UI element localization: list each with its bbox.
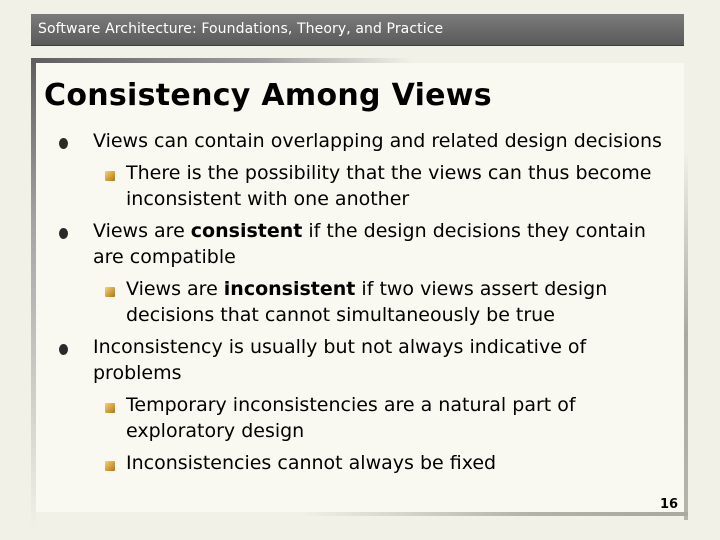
slide-title: Consistency Among Views xyxy=(44,78,492,113)
sub-bullet-text-post: if two views assert design decisions that cannot simultaneously be true xyxy=(126,278,608,326)
sub-bullet-text-bold: inconsistent xyxy=(223,278,356,300)
header-text: Software Architecture: Foundations, Theory, and Practice xyxy=(38,21,444,37)
sub-bullet-item xyxy=(126,276,674,328)
bullet-dot-icon xyxy=(59,228,68,239)
bullet-text-post: if the design decisions they contain are compatible xyxy=(93,220,646,268)
sub-bullet-diamond-icon xyxy=(105,461,115,471)
sub-bullet-text: Inconsistencies cannot always be fixed xyxy=(126,452,497,474)
sub-bullet-text-pre: Views are xyxy=(126,278,224,300)
sub-bullet-text: Temporary inconsistencies are a natural part of exploratory design xyxy=(126,394,576,442)
sub-bullet-item xyxy=(126,160,674,212)
sub-bullet-diamond-icon xyxy=(105,171,115,181)
header-bar xyxy=(31,14,684,46)
sub-bullet-diamond-icon xyxy=(105,287,115,297)
bullet-dot-icon xyxy=(59,344,68,355)
bullet-item xyxy=(93,218,673,270)
bullet-item xyxy=(93,334,673,386)
bullet-text: Views can contain overlapping and related design decisions xyxy=(93,130,662,152)
panel-shadow-bottom xyxy=(300,512,688,516)
bullet-list xyxy=(0,128,720,476)
sub-bullet-item xyxy=(126,450,674,476)
bullet-text-pre: Views are xyxy=(93,220,191,242)
sub-bullet-text: There is the possibility that the views can thus become inconsistent with one another xyxy=(126,162,652,210)
bullet-item xyxy=(93,128,673,154)
sub-bullet-item xyxy=(126,392,674,444)
bullet-text-bold: consistent xyxy=(190,220,303,242)
bullet-text: Inconsistency is usually but not always indicative of problems xyxy=(93,336,587,384)
bullet-dot-icon xyxy=(59,138,68,149)
page-number: 16 xyxy=(660,497,679,512)
sub-bullet-diamond-icon xyxy=(105,403,115,413)
